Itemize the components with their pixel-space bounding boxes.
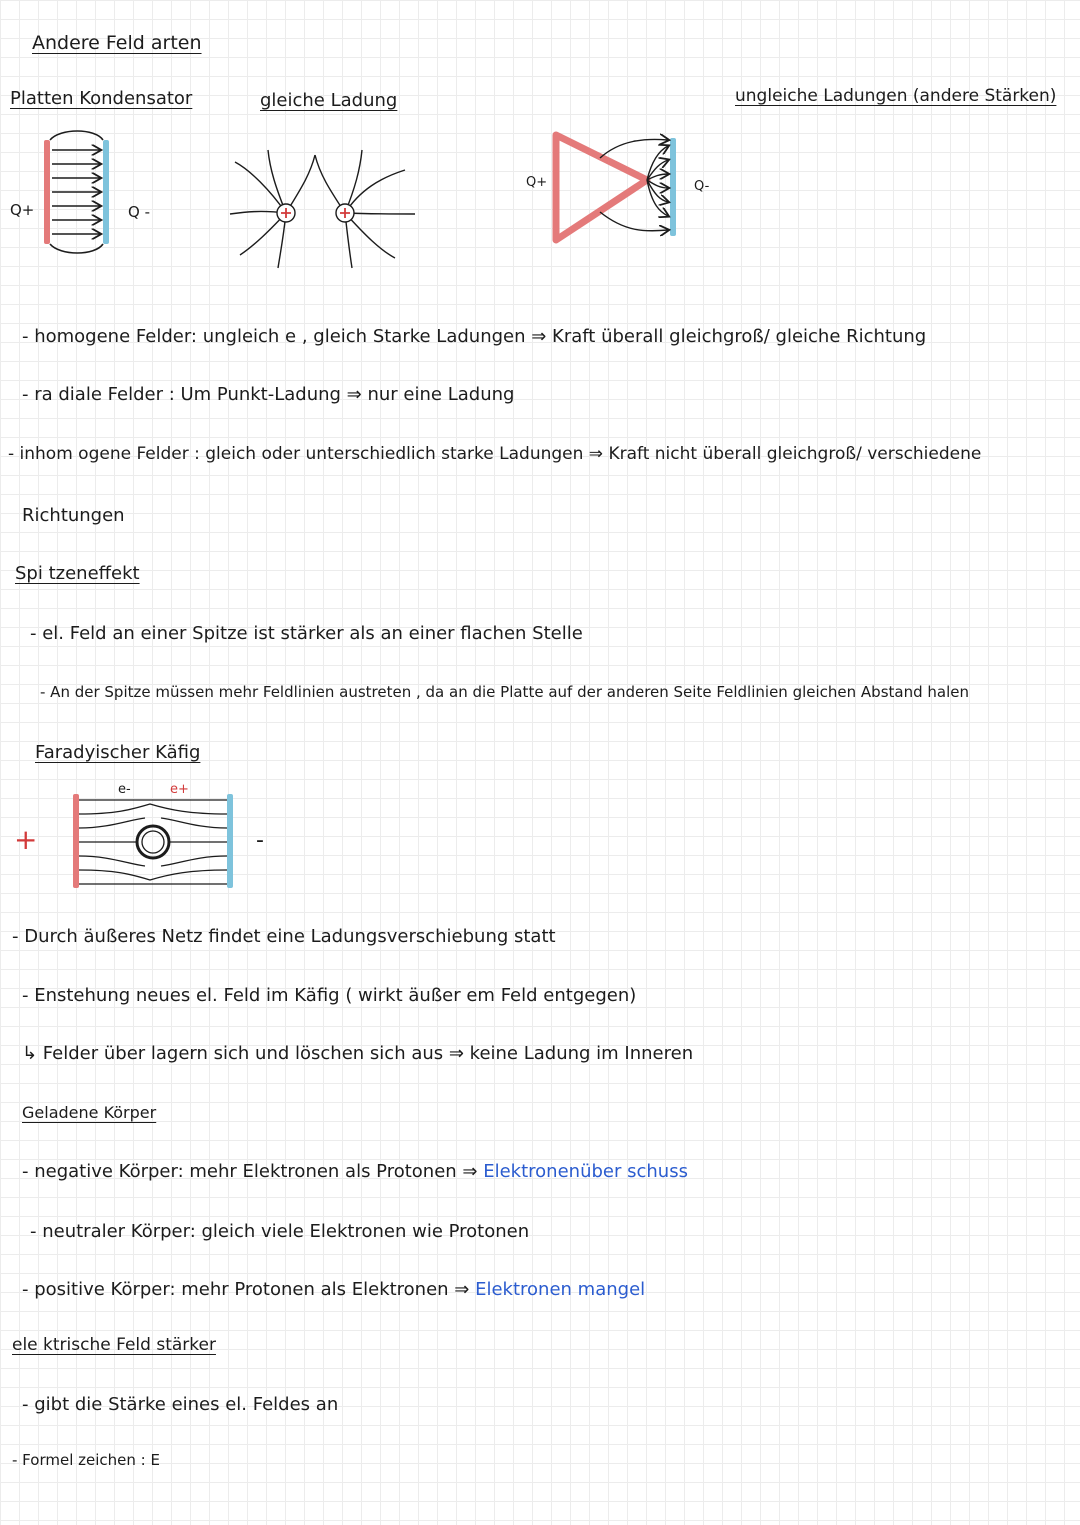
koerper-neutral [30,1223,529,1241]
koerper-negativ-highlight: Elektronenüber schuss [483,1161,688,1182]
plate-capacitor-diagram [44,131,109,253]
label-q-plus-small: Q+ [526,175,548,190]
label-e-plus: e+ [170,782,189,797]
heading-ungleiche-ladungen: ungleiche Ladungen (andere Stärken) [735,86,1057,106]
field-type-inhomogen-cont: Richtungen [22,505,125,526]
spitzeneffekt-diagram [556,135,676,240]
kaefig-line-1: - Durch äußeres Netz findet eine Ladungsverschiebung statt [12,926,556,947]
faraday-cage-diagram [60,790,250,900]
field-type-inhomogen: - inhom ogene Felder : gleich oder unterschiedlich starke Ladungen ⇒ Kraft nicht überall gleichgroß/ verschiedene [8,444,982,464]
heading-faraday: Faradyischer Käfig [35,742,201,763]
cage-plus-sign: + [14,823,38,856]
koerper-positiv [22,1281,645,1299]
heading-gleiche-ladung: gleiche Ladung [260,90,398,111]
field-type-radial: - ra diale Felder : Um Punkt-Ladung ⇒ nur eine Ladung [22,384,515,405]
spitzeneffekt-line-1: - el. Feld an einer Spitze ist stärker als an einer flachen Stelle [30,623,583,644]
kaefig-line-2: - Enstehung neues el. Feld im Käfig ( wirkt äußer em Feld entgegen) [22,985,637,1006]
feldstaerke-line-1: - gibt die Stärke eines el. Feldes an [22,1394,339,1415]
heading-plattenkondensator: Platten Kondensator [10,88,193,109]
label-q-minus-small: Q- [694,179,710,194]
koerper-negativ [22,1163,688,1181]
heading-spitzeneffekt: Spi tzeneffekt [15,563,140,584]
spitzeneffekt-line-2: - An der Spitze müssen mehr Feldlinien austreten , da an die Platte auf der anderen Seite Feldlinien gleichen Abstand halen [40,683,969,701]
koerper-neutral-text: - neutraler Körper: gleich viele Elektronen wie Protonen [30,1221,530,1242]
koerper-positiv-text: - positive Körper: mehr Protonen als Elektronen ⇒ [22,1279,476,1300]
koerper-negativ-text: - negative Körper: mehr Elektronen als Protonen ⇒ [22,1161,484,1182]
field-type-homogen: - homogene Felder: ungleich e , gleich Starke Ladungen ⇒ Kraft überall gleichgroß/ gleiche Richtung [22,326,927,347]
kaefig-line-3: ↳ Felder über lagern sich und löschen sich aus ⇒ keine Ladung im Inneren [22,1043,694,1064]
cage-minus-sign: - [256,828,264,853]
same-charge-diagram [230,150,415,268]
feldstaerke-line-2: - Formel zeichen : E [12,1451,160,1469]
heading-feldstaerke: ele ktrische Feld stärker [12,1335,216,1355]
negative-plate [103,140,109,244]
label-e-minus: e- [118,782,131,797]
label-q-minus: Q - [128,203,150,221]
label-q-plus: Q+ [10,201,35,219]
heading-geladene-koerper: Geladene Körper [22,1103,157,1122]
field-diagrams [0,0,1080,300]
positive-plate [44,140,50,244]
homogeneous-field-lines [52,150,100,234]
page-title: Andere Feld arten [32,32,202,54]
koerper-positiv-highlight: Elektronen mangel [475,1279,646,1300]
